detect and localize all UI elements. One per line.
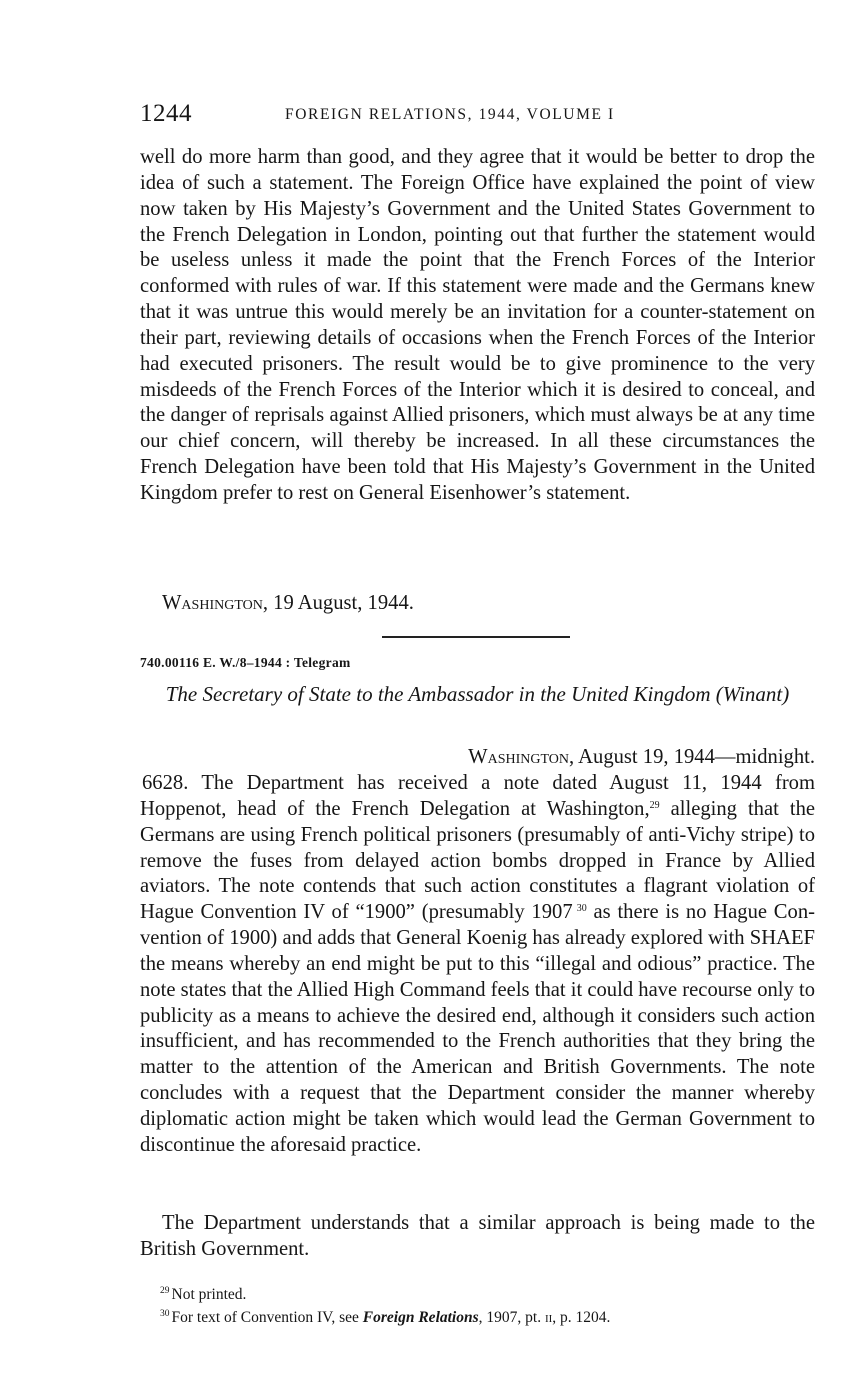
telegram-text-c: as there is no Hague Convention of 1900) and adds that General Koenig has already explored with SHAEF the means whereby an end might be put to this “illegal and odious” practice. The note states that the Allied High Command feels that it could have recourse only to publicity as a means to achieve the desired end, although it considers such action insufficient, and has recommended to the French authorities that they bring the matter to the attention of the American and British Governments. The note concludes with a request that the Department consider the manner whereby diplomatic action might be taken which would lead the German Government to discontinue the aforesaid practice. [140, 901, 815, 1156]
dateline-place: Washington [468, 746, 569, 768]
footnote-text-end: , p. 1204. [552, 1308, 611, 1326]
footnote-text: Not printed. [171, 1286, 247, 1303]
page-number: 1244 [140, 100, 192, 127]
footnote-mark: 30 [160, 1308, 170, 1319]
footnote-part-number: ii [544, 1308, 553, 1326]
footnotes [160, 1282, 820, 1327]
page-header [140, 100, 820, 134]
document-title: The Secretary of State to the Ambassador in the United Kingdom (Winant) [165, 682, 790, 706]
closing-paragraph: The Department understands that a similar approach is being made to the British Government. [140, 1212, 815, 1260]
dateline-washington-1 [162, 590, 414, 616]
dateline-date: , 19 August, 1944. [262, 592, 414, 614]
footnote-text-after: , 1907, pt. [478, 1308, 545, 1326]
footnote-29 [160, 1282, 820, 1305]
footnote-ref-29[interactable]: 29 [649, 799, 660, 811]
dateline-washington-2 [468, 744, 815, 770]
footnote-mark: 29 [160, 1286, 170, 1296]
dateline-place: Washington [162, 592, 263, 614]
running-head: FOREIGN RELATIONS, 1944, VOLUME I [285, 106, 615, 123]
footnote-ref-30[interactable]: 30 [576, 903, 587, 915]
telegram-text-b: alleging that the Germans are using French political prisoners (presumably of anti-Vichy stripe) to remove the fuses from delayed action bombs dropped in France by Allied aviators. The note contends that such action constitutes a flagrant violation of Hague Convention IV of “1900” (presumably 1907 [140, 797, 816, 924]
dateline-date: , August 19, 1944—midnight. [569, 746, 815, 768]
file-reference: 740.00116 E. W./8–1944 : Telegram [140, 655, 351, 670]
section-divider [382, 636, 570, 638]
telegram-paragraph [140, 771, 815, 1159]
footnote-citation-title: Foreign Relations [362, 1308, 479, 1326]
paragraph-continued: well do more harm than good, and they agree that it would be better to drop the idea of such a statement. The Foreign Office have explained the point of view now taken by His Majesty’s Government and the United States Government to the French Delegation in London, pointing out that further the statement would be useless unless it made the point that the French Forces of the Interior conformed with rules of war. If this statement were made and the Germans knew that it was untrue this would merely be an invitation for a counter-statement on their part, reviewing details of occasions when the French Forces of the Interior had executed prisoners. The result would be to give prominence to the very misdeeds of the French Forces of the Interior which it is desired to conceal, and the danger of reprisals against Allied prisoners, which must always be at any time our chief concern, will thereby be increased. In all these circumstances the French Delegation have been told that His Majesty’s Government in the United Kingdom prefer to rest on General Eisenhower’s statement. [140, 146, 815, 504]
footnote-text: For text of Convention IV, see [171, 1308, 363, 1326]
footnote-30 [160, 1305, 820, 1328]
telegram-text-a: 6628. The Department has received a note dated August 11, 1944 from Hoppenot, head of the French Delegation at Washington, [140, 772, 815, 820]
